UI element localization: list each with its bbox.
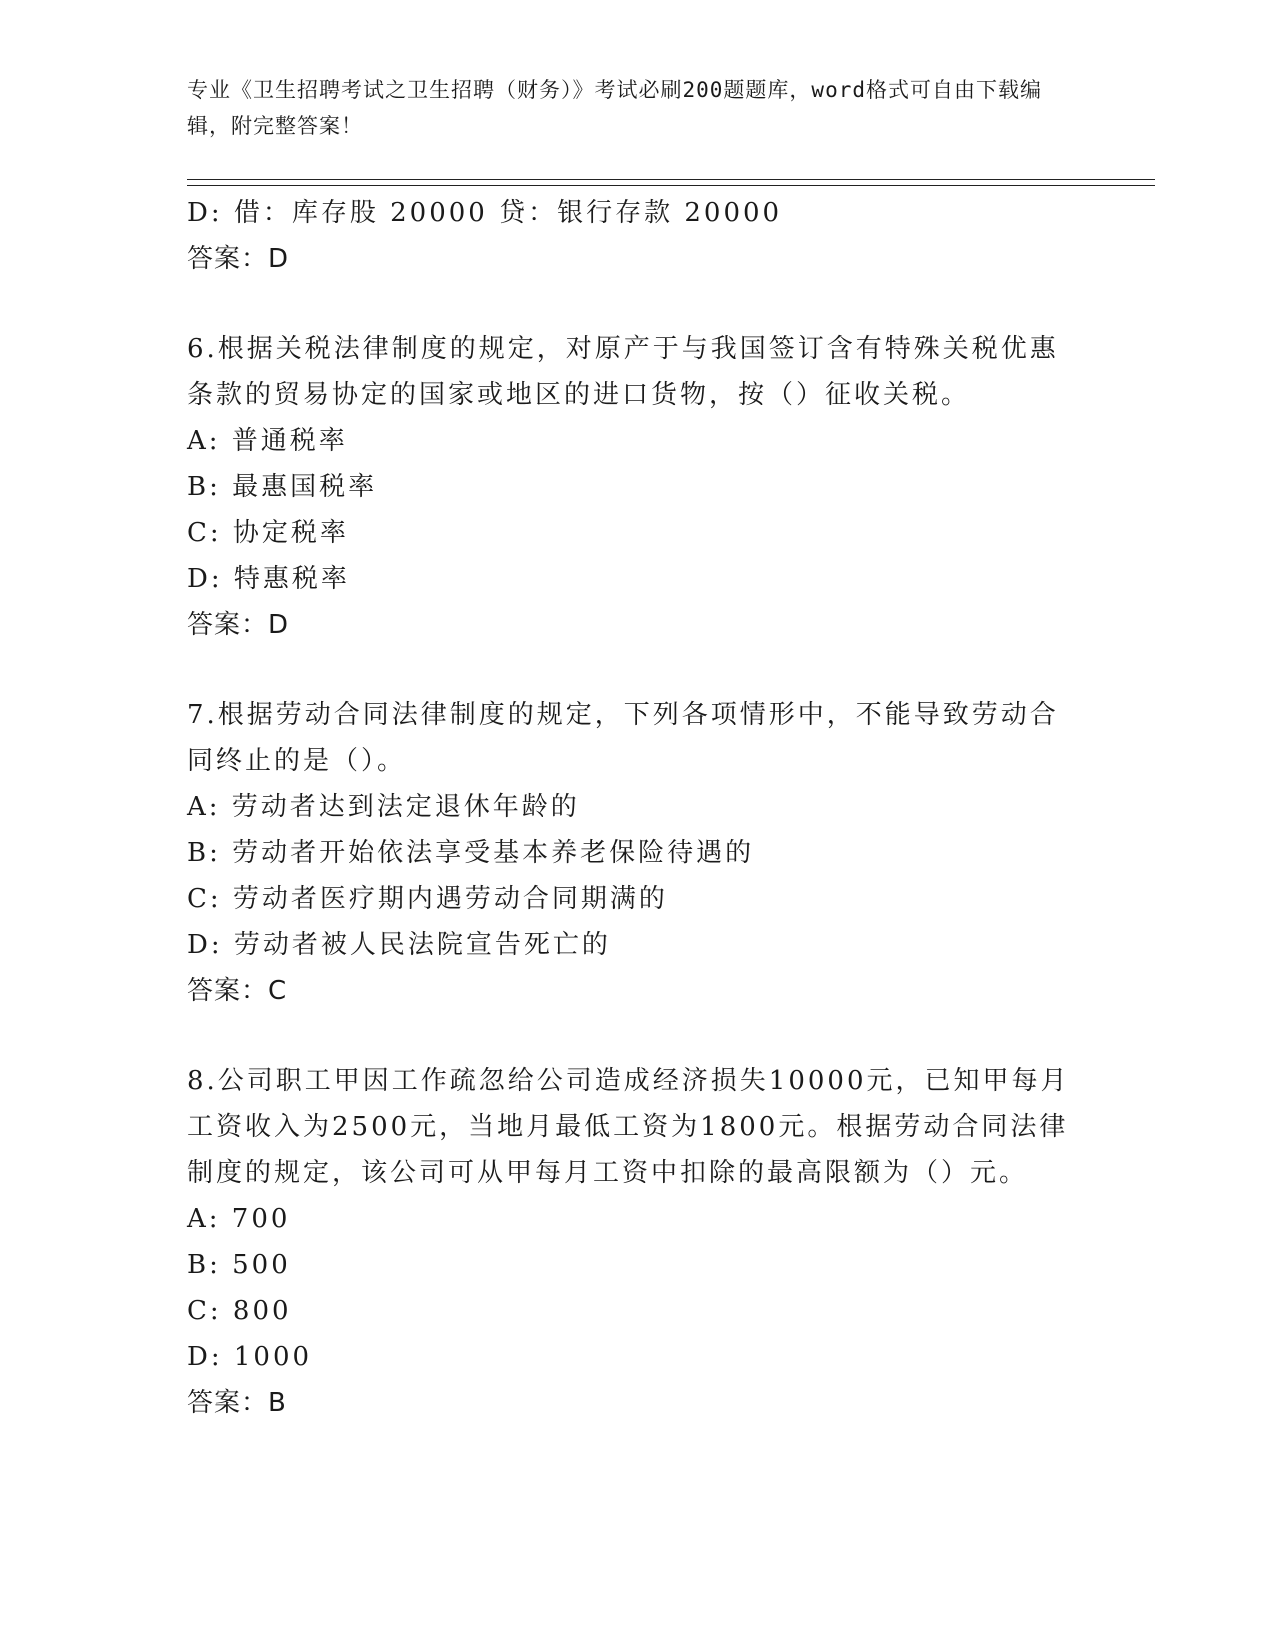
header-rule-bottom [187, 185, 1155, 186]
option-a: A: 普通税率 [187, 426, 348, 456]
question-text: 8.公司职工甲因工作疏忽给公司造成经济损失10000元，已知甲每月工资收入为2500元，当地月最低工资为1800元。根据劳动合同法律制度的规定，该公司可从甲每月工资中扣除的最高限额为（）元。 [187, 1066, 1070, 1188]
header-rule-top [187, 179, 1155, 180]
option-c: C: 劳动者医疗期内遇劳动合同期满的 [187, 884, 668, 914]
question-text: 6.根据关税法律制度的规定，对原产于与我国签订含有特殊关税优惠条款的贸易协定的国家或地区的进口货物，按（）征收关税。 [187, 334, 1059, 410]
option-d: D: 借：库存股 20000 贷：银行存款 20000 [187, 198, 783, 228]
option-a: A: 劳动者达到法定退休年龄的 [187, 792, 580, 822]
option-c: C: 协定税率 [187, 518, 349, 548]
option-c: C: 800 [187, 1296, 292, 1326]
option-d: D: 1000 [187, 1342, 313, 1372]
document-header: 专业《卫生招聘考试之卫生招聘（财务）》考试必刷200题题库，word格式可自由下载编辑，附完整答案！ [187, 78, 1042, 138]
document-body [187, 190, 1087, 1426]
option-b: B: 最惠国税率 [187, 472, 378, 502]
question-text: 7.根据劳动合同法律制度的规定，下列各项情形中，不能导致劳动合同终止的是（）。 [187, 700, 1059, 776]
question-7 [187, 692, 1087, 1014]
option-d: D: 特惠税率 [187, 564, 350, 594]
answer-line: 答案：D [187, 244, 290, 274]
option-a: A: 700 [187, 1204, 291, 1234]
question-8 [187, 1058, 1087, 1426]
option-b: B: 劳动者开始依法享受基本养老保险待遇的 [187, 838, 755, 868]
option-b: B: 500 [187, 1250, 291, 1280]
option-d: D: 劳动者被人民法院宣告死亡的 [187, 930, 611, 960]
answer-line: 答案：C [187, 976, 288, 1006]
prev-question-tail [187, 190, 1087, 282]
answer-line: 答案：B [187, 1388, 287, 1418]
question-6 [187, 326, 1087, 648]
answer-line: 答案：D [187, 610, 290, 640]
